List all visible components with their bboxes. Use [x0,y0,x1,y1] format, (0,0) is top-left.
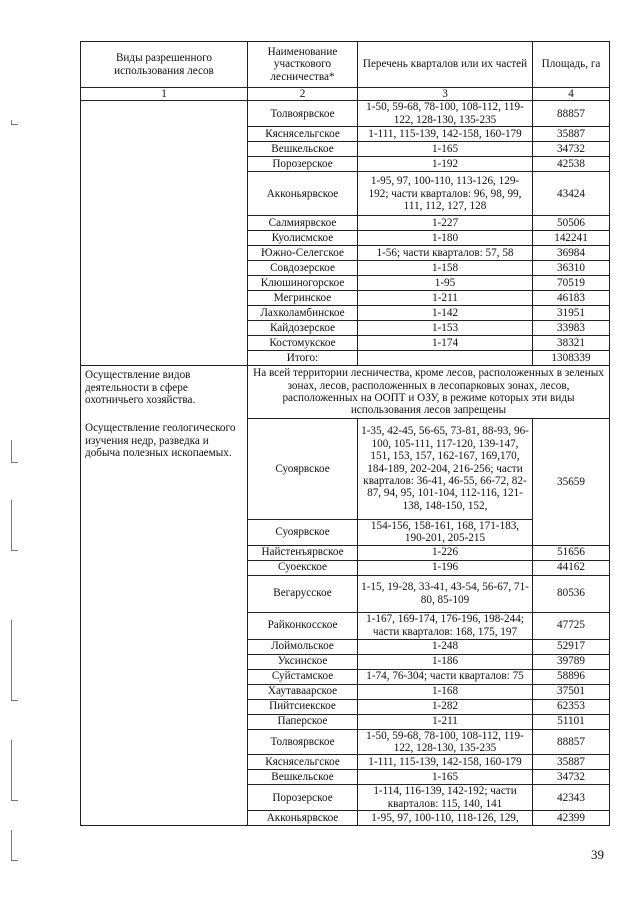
quarter-list: 1-56; части кварталов: 57, 58 [358,246,533,261]
district-name: Суоярвское [248,418,358,519]
quarter-list: 1-168 [358,684,533,699]
district-name: Суоярвское [248,519,358,545]
column-number: 4 [533,88,610,101]
quarter-list: 1-186 [358,654,533,669]
area-value: 51101 [533,714,610,729]
district-name: Толвоярвское [248,101,358,127]
district-name: Мегринское [248,291,358,306]
use-type-text: Осуществление геологического изучения недр, разведка и добыча полезных ископаемых. [85,422,236,460]
quarter-list: 1-74, 76-304; части кварталов: 75 [358,669,533,684]
district-name: Клюшиногорское [248,276,358,291]
header-area: Площадь, га [533,42,610,88]
scan-edge-mark [11,500,18,551]
district-name: Хаутаваарское [248,684,358,699]
area-value: 39789 [533,654,610,669]
area-value: 38321 [533,336,610,351]
area-value: 80536 [533,575,610,612]
area-value: 34732 [533,770,610,785]
column-number: 1 [81,88,248,101]
quarter-list: 1-227 [358,216,533,231]
area-value: 44162 [533,560,610,575]
quarter-list: 1-95, 97, 100-110, 113-126, 129-192; части кварталов: 96, 98, 99, 111, 112, 127, 128 [358,172,533,216]
quarter-list: 1-142 [358,306,533,321]
quarter-list: 1-282 [358,699,533,714]
quarter-list: 1-50, 59-68, 78-100, 108-112, 119-122, 128-130, 135-235 [358,729,533,755]
total-label: Итого: [248,351,358,366]
quarter-list: 1-111, 115-139, 142-158, 160-179 [358,755,533,770]
scan-edge-mark [11,830,18,861]
scan-edge-mark [11,440,18,463]
header-quarters: Перечень кварталов или их частей [358,42,533,88]
quarter-list: 1-211 [358,714,533,729]
table-body [81,42,610,826]
district-name: Совдозерское [248,261,358,276]
area-value: 88857 [533,101,610,127]
header-row [81,42,610,88]
quarter-list: 1-95, 97, 100-110, 118-126, 129, [358,811,533,826]
district-name: Вегарусское [248,575,358,612]
use-types-cell [81,366,248,826]
column-number-row [81,88,610,101]
area-value: 31951 [533,306,610,321]
quarter-list: 1-35, 42-45, 56-65, 73-81, 88-93, 96-100, 105-111, 117-120, 139-147, 151, 153, 157, 162-167, 169,170, 184-189, 202-204, 216-256; части кварталов: 36-41, 46-55, 66-72, 82-87, 94, 95, 101-104, 112-116, 121-138, 148-150, 152, [358,418,533,519]
district-name: Паперское [248,714,358,729]
area-value: 42538 [533,157,610,172]
area-value: 33983 [533,321,610,336]
area-value: 58896 [533,669,610,684]
territory-note: На всей территории лесничества, кроме лесов, расположенных в зеленых зонах, лесов, расположенных в лесопарковых зонах, лесов, расположенных на ООПТ и ОЗУ, в режиме которых эти виды использования лесов запрещены [248,366,610,419]
district-name: Порозерское [248,785,358,811]
area-value: 36310 [533,261,610,276]
quarter-list: 1-180 [358,231,533,246]
page-number: 39 [591,847,604,862]
district-name: Суйстамское [248,669,358,684]
district-name: Суоекское [248,560,358,575]
district-name: Кяснясельгское [248,755,358,770]
area-value: 36984 [533,246,610,261]
area-value: 34732 [533,142,610,157]
table-row [81,101,610,127]
area-value: 46183 [533,291,610,306]
area-value: 142241 [533,231,610,246]
district-name: Порозерское [248,157,358,172]
scan-edge-mark [11,620,18,701]
quarter-list: 1-153 [358,321,533,336]
use-type-blank-cell [81,101,248,366]
area-value: 88857 [533,729,610,755]
quarter-list: 1-50, 59-68, 78-100, 108-112, 119-122, 128-130, 135-235 [358,101,533,127]
district-name: Вешкельское [248,770,358,785]
quarter-list: 1-114, 116-139, 142-192; части кварталов: 115, 140, 141 [358,785,533,811]
header-use-type: Виды разрешенного использования лесов [81,42,248,88]
district-name: Кяснясельгское [248,127,358,142]
district-name: Уксинское [248,654,358,669]
column-number: 2 [248,88,358,101]
district-name: Лахколамбинское [248,306,358,321]
district-name: Южно-Селегское [248,246,358,261]
district-name: Вешкельское [248,142,358,157]
total-blank-cell [358,351,533,366]
area-value: 51656 [533,545,610,560]
district-name: Акконьярвское [248,172,358,216]
area-value: 47725 [533,612,610,639]
area-value: 42399 [533,811,610,826]
area-value: 52917 [533,639,610,654]
column-number: 3 [358,88,533,101]
quarter-list: 1-211 [358,291,533,306]
table-row [81,366,610,419]
forest-use-table [80,41,610,826]
scan-edge-mark [11,120,18,125]
quarter-list: 1-196 [358,560,533,575]
district-name: Лоймольское [248,639,358,654]
quarter-list: 1-174 [358,336,533,351]
district-name: Найстенъярвское [248,545,358,560]
quarter-list: 1-111, 115-139, 142-158, 160-179 [358,127,533,142]
district-name: Пийтсиекское [248,699,358,714]
scan-edge-mark [11,740,18,801]
quarter-list: 1-165 [358,770,533,785]
quarter-list: 154-156, 158-161, 168, 171-183, 190-201, 205-215 [358,519,533,545]
quarter-list: 1-192 [358,157,533,172]
quarter-list: 1-167, 169-174, 176-196, 198-244; части кварталов: 168, 175, 197 [358,612,533,639]
district-name: Салмиярвское [248,216,358,231]
district-name: Райконкосское [248,612,358,639]
district-name: Костомукское [248,336,358,351]
quarter-list: 1-226 [358,545,533,560]
quarter-list: 1-165 [358,142,533,157]
area-value: 50506 [533,216,610,231]
area-value: 35659 [533,418,610,545]
area-value: 43424 [533,172,610,216]
area-value: 42343 [533,785,610,811]
area-value: 35887 [533,127,610,142]
header-district: Наименование участкового лесничества* [248,42,358,88]
use-type-text: Осуществление видов деятельности в сфере охотничьего хозяйства. [85,369,196,407]
district-name: Куолисмское [248,231,358,246]
total-area-value: 1308339 [533,351,610,366]
quarter-list: 1-248 [358,639,533,654]
district-name: Акконьярвское [248,811,358,826]
area-value: 62353 [533,699,610,714]
area-value: 37501 [533,684,610,699]
district-name: Толвоярвское [248,729,358,755]
area-value: 35887 [533,755,610,770]
quarter-list: 1-15, 19-28, 33-41, 43-54, 56-67, 71-80, 85-109 [358,575,533,612]
quarter-list: 1-95 [358,276,533,291]
district-name: Кайдозерское [248,321,358,336]
quarter-list: 1-158 [358,261,533,276]
area-value: 70519 [533,276,610,291]
